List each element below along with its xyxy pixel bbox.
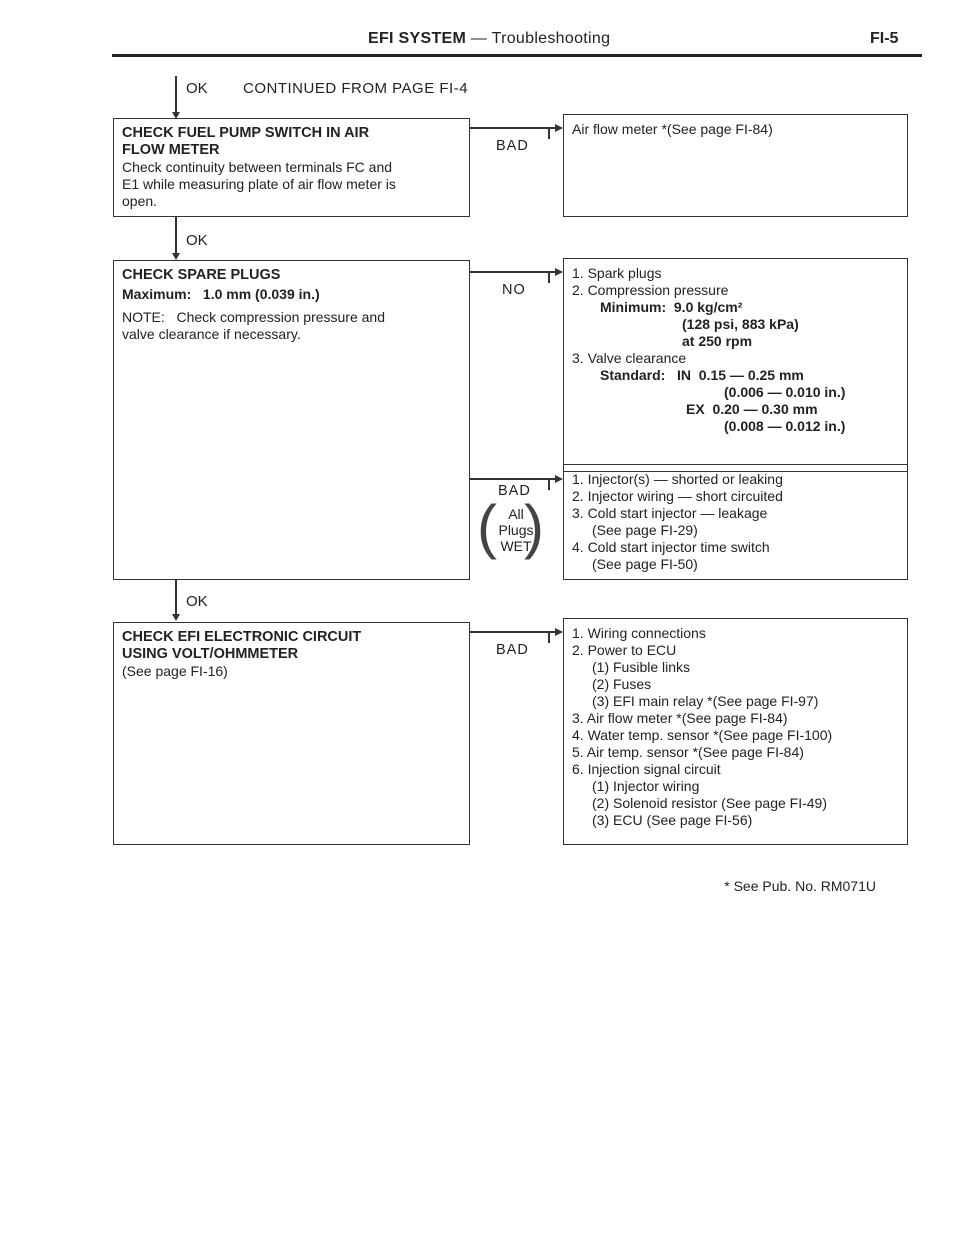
step-title: CHECK FUEL PUMP SWITCH IN AIR — [122, 125, 370, 141]
step-efi-electronic-circuit — [113, 622, 470, 845]
result-spec: EX 0.20 — 0.30 mm — [686, 401, 818, 417]
result-line: (2) Fuses — [592, 676, 652, 692]
result-injectors — [563, 464, 908, 580]
result-electronic-circuit — [563, 618, 908, 845]
step-title: FLOW METER — [122, 142, 220, 158]
branch-bad-label: BAD — [496, 138, 529, 154]
result-line: 2. Injector wiring — short circuited — [572, 488, 783, 504]
arrow-right-icon — [555, 124, 563, 132]
result-compression — [563, 258, 908, 472]
step-body: open. — [122, 193, 158, 209]
arrow-down-icon — [172, 253, 180, 260]
flow-line — [175, 217, 177, 255]
result-line: 3. Air flow meter *(See page FI-84) — [572, 710, 788, 726]
result-line: 4. Cold start injector time switch — [572, 539, 770, 555]
ok-label: OK — [186, 80, 208, 97]
arrow-right-icon — [555, 268, 563, 276]
flow-line — [175, 580, 177, 616]
note-line: Plugs — [498, 522, 534, 538]
branch-line — [470, 478, 555, 480]
result-spec: at 250 rpm — [682, 333, 753, 349]
step-fuel-pump-switch — [113, 118, 470, 217]
result-line: (See page FI-50) — [592, 556, 698, 572]
branch-tick — [548, 478, 550, 490]
paren-right: ) — [524, 493, 544, 560]
branch-bad-label: BAD — [496, 642, 529, 658]
arrow-right-icon — [555, 628, 563, 636]
branch-bad-label: BAD — [498, 483, 531, 499]
ok-label: OK — [186, 593, 208, 610]
result-line: 5. Air temp. sensor *(See page FI-84) — [572, 744, 804, 760]
result-text: Air flow meter *(See page FI-84) — [572, 121, 773, 137]
result-air-flow-meter — [563, 114, 908, 217]
all-plugs-wet-note — [496, 506, 536, 554]
result-line: 1. Injector(s) — shorted or leaking — [572, 471, 783, 487]
arrow-down-icon — [172, 614, 180, 621]
branch-tick — [548, 631, 550, 643]
branch-line — [470, 631, 555, 633]
result-line: (1) Injector wiring — [592, 778, 700, 794]
branch-tick — [548, 127, 550, 139]
note-line: All — [508, 506, 524, 522]
branch-line — [470, 127, 555, 129]
result-line: 3. Cold start injector — leakage — [572, 505, 768, 521]
result-line: 2. Compression pressure — [572, 282, 729, 298]
result-spec: (0.006 — 0.010 in.) — [724, 384, 846, 400]
result-line: 4. Water temp. sensor *(See page FI-100) — [572, 727, 833, 743]
branch-no-label: NO — [502, 282, 526, 298]
result-line: (See page FI-29) — [592, 522, 698, 538]
result-line: 1. Wiring connections — [572, 625, 706, 641]
arrow-right-icon — [555, 475, 563, 483]
page-number: FI-5 — [870, 30, 899, 47]
result-line: 1. Spark plugs — [572, 265, 662, 281]
result-line: (3) ECU (See page FI-56) — [592, 812, 753, 828]
step-note: NOTE: Check compression pressure and — [122, 309, 385, 325]
step-body: (See page FI-16) — [122, 663, 228, 679]
result-line: (2) Solenoid resistor (See page FI-49) — [592, 795, 827, 811]
step-title: USING VOLT/OHMMETER — [122, 646, 299, 662]
flow-line — [175, 76, 177, 114]
result-spec: Standard: IN 0.15 — 0.25 mm — [600, 367, 804, 383]
step-spare-plugs — [113, 260, 470, 580]
step-body: E1 while measuring plate of air flow meter is — [122, 176, 396, 192]
result-line: (1) Fusible links — [592, 659, 691, 675]
paren-left: ( — [477, 493, 497, 560]
step-title: CHECK SPARE PLUGS — [122, 267, 281, 283]
result-spec: (0.008 — 0.012 in.) — [724, 418, 846, 434]
page-header — [0, 30, 960, 52]
note-line: WET — [500, 538, 532, 554]
result-line: (3) EFI main relay *(See page FI-97) — [592, 693, 819, 709]
footnote: * See Pub. No. RM071U — [724, 878, 876, 894]
branch-line — [470, 271, 555, 273]
step-spec: Maximum: 1.0 mm (0.039 in.) — [122, 286, 320, 302]
ok-label: OK — [186, 232, 208, 249]
result-spec: (128 psi, 883 kPa) — [682, 316, 799, 332]
branch-tick — [548, 271, 550, 283]
continued-label: CONTINUED FROM PAGE FI-4 — [243, 80, 469, 97]
header-title: EFI SYSTEM — Troubleshooting — [368, 30, 611, 47]
header-rule — [112, 54, 922, 57]
result-line: 2. Power to ECU — [572, 642, 677, 658]
result-line: 6. Injection signal circuit — [572, 761, 721, 777]
step-title: CHECK EFI ELECTRONIC CIRCUIT — [122, 629, 362, 645]
result-spec: Minimum: 9.0 kg/cm² — [600, 299, 743, 315]
result-line: 3. Valve clearance — [572, 350, 687, 366]
step-note: valve clearance if necessary. — [122, 326, 301, 342]
step-body: Check continuity between terminals FC and — [122, 159, 393, 175]
